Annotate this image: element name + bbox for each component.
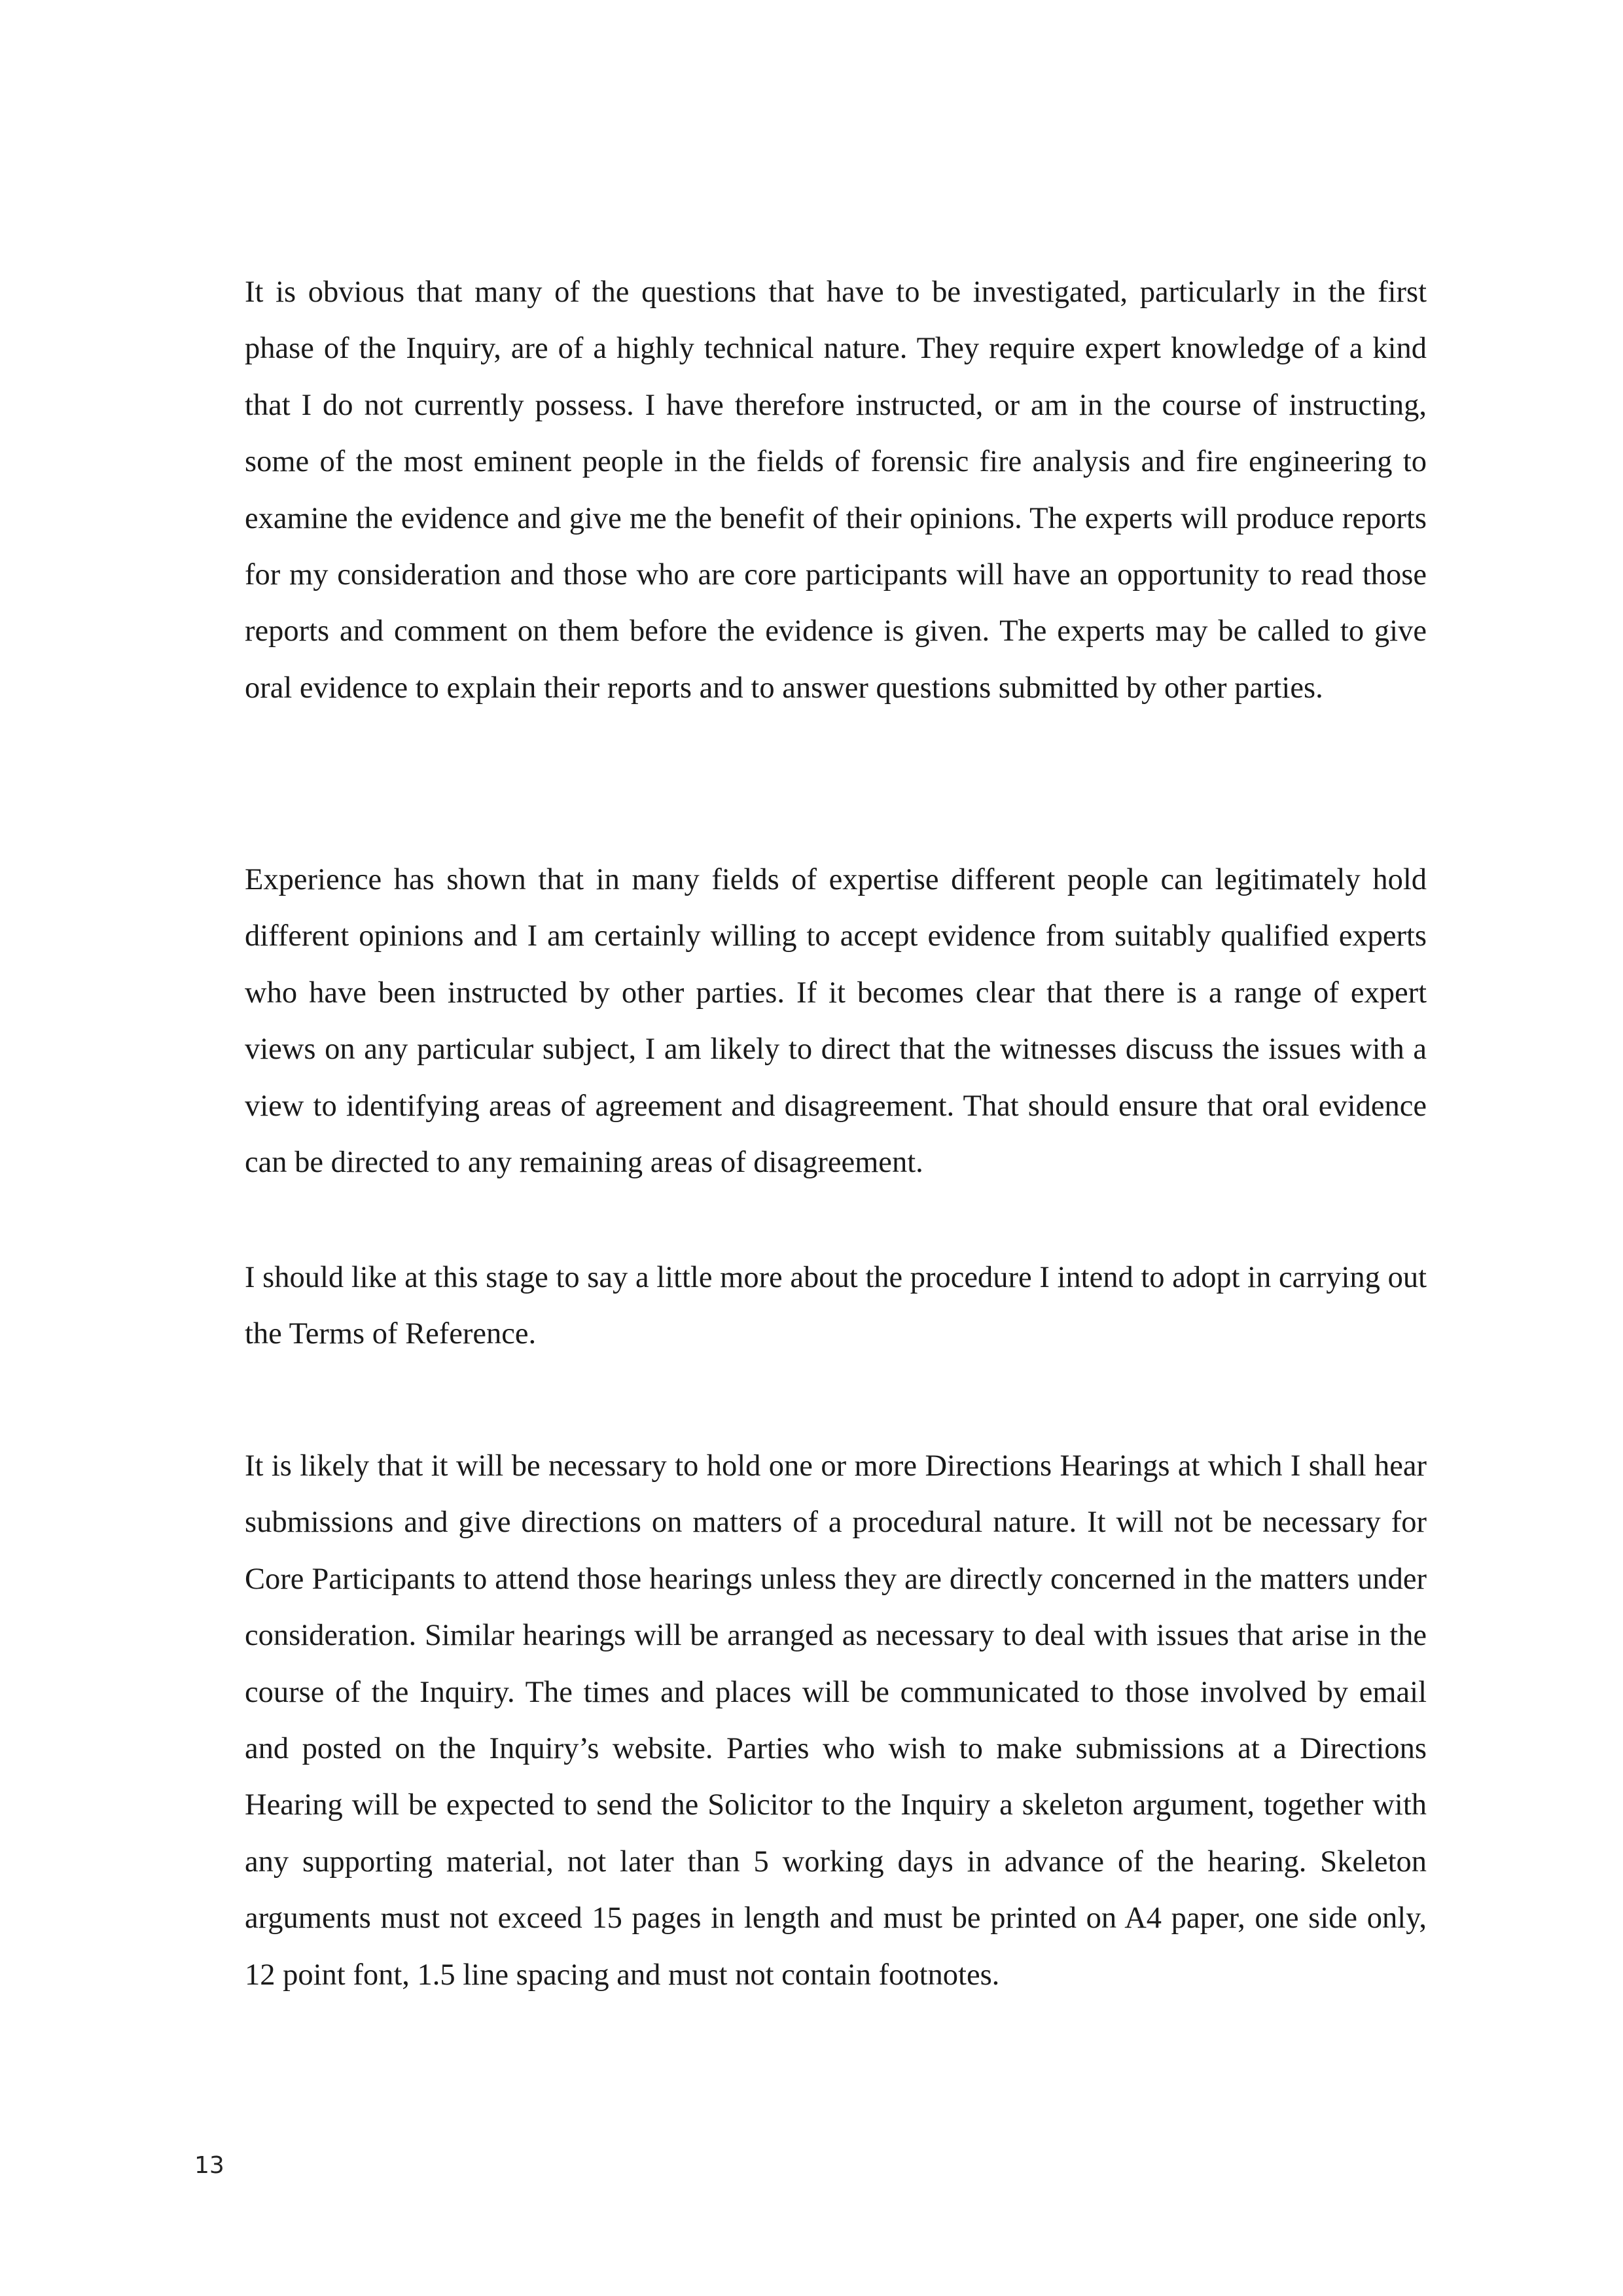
body-paragraph-expert-opinions: Experience has shown that in many fields of expertise different people can legitimately hold different opinions and I am certainly willing to accept evidence from suitably qualified experts who have been instructed by other parties. If it becomes clear that there is a range of expert views on any particular subject, I am likely to direct that the witnesses discuss the issues with a view to identifying areas of agreement and disagreement. That should ensure that oral evidence can be directed to any remaining areas of disagreement. [245, 863, 1427, 1180]
body-paragraph-expert-evidence: It is obvious that many of the questions that have to be investigated, particularly in the first phase of the Inquiry, are of a highly technical nature. They require expert knowledge of a kind that I do not currently possess. I have therefore instructed, or am in the course of instructing, some of the most eminent people in the fields of forensic fire analysis and fire engineering to examine the evidence and give me the benefit of their opinions. The experts will produce reports for my consideration and those who are core participants will have an opportunity to read those reports and comment on them before the evidence is given. The experts may be called to give oral evidence to explain their reports and to answer questions submitted by other parties. [245, 275, 1427, 705]
body-paragraph-directions-hearings: It is likely that it will be necessary to hold one or more Directions Hearings at which I shall hear submissions and give directions on matters of a procedural nature. It will not be necessary for Core Participants to attend those hearings unless they are directly concerned in the matters under consideration. Similar hearings will be arranged as necessary to deal with issues that arise in the course of the Inquiry. The times and places will be communicated to those involved by email and posted on the Inquiry’s website. Parties who wish to make submissions at a Directions Hearing will be expected to send the Solicitor to the Inquiry a skeleton argument, together with any supporting material, not later than 5 working days in advance of the hearing. Skeleton arguments must not exceed 15 pages in length and must be printed on A4 paper, one side only, 12 point font, 1.5 line spacing and must not contain footnotes. [245, 1449, 1427, 1992]
page-number: 13 [194, 2152, 224, 2179]
body-paragraph-procedure-intro: I should like at this stage to say a little more about the procedure I intend to adopt in carrying out the Terms of Reference. [245, 1261, 1427, 1351]
